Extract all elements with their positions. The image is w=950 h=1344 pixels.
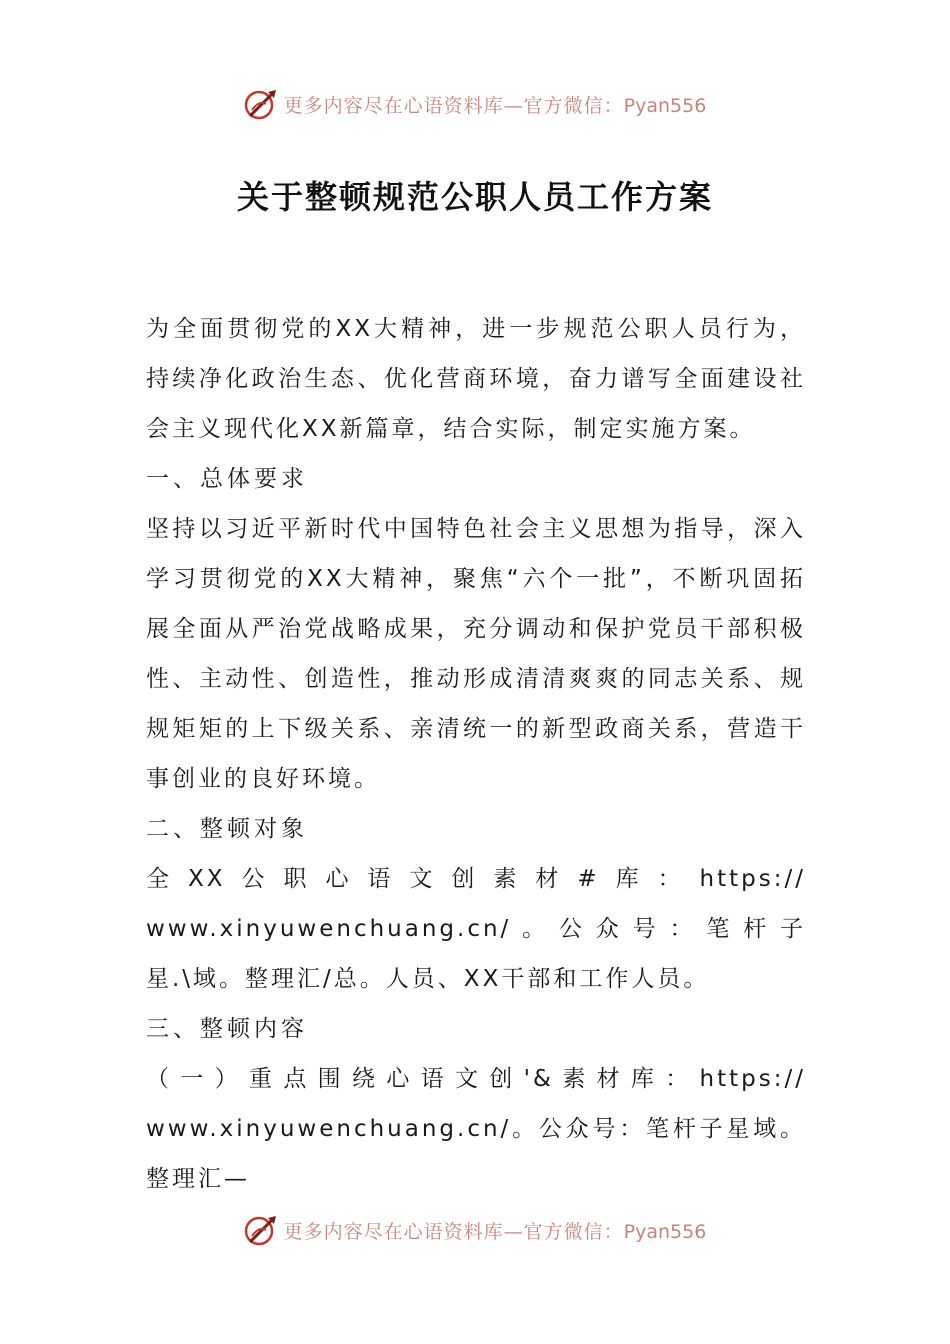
targets-paragraph-continued: www.xinyuwenchuang.cn/。公众号：笔杆子星.\域。整理汇/总。人员、XX干部和工作人员。: [146, 916, 806, 992]
content-item-1-line-1: （一）重点围绕心语文创'&素材库：https://: [146, 1066, 806, 1092]
watermark-text: 更多内容尽在心语资料库—官方微信：Pyan556: [283, 94, 707, 117]
section-heading-targets: 二、整顿对象: [146, 816, 308, 842]
section-heading-content: 三、整顿内容: [146, 1016, 308, 1042]
watermark-text: 更多内容尽在心语资料库—官方微信：Pyan556: [283, 1220, 707, 1243]
section-heading-overall-requirements: 一、总体要求: [146, 466, 308, 492]
document-title: 关于整顿规范公职人员工作方案: [236, 178, 713, 216]
pen-logo-icon: [244, 1212, 280, 1248]
intro-paragraph: 为全面贯彻党的XX大精神，进一步规范公职人员行为，持续净化政治生态、优化营商环境，奋力谱写全面建设社会主义现代化XX新篇章，结合实际，制定实施方案。: [146, 316, 806, 442]
footer-watermark-banner: [0, 1210, 950, 1250]
header-watermark-banner: [0, 84, 950, 124]
content-item-1-continued: www.xinyuwenchuang.cn/。公众号：笔杆子星域。整理汇—: [146, 1116, 806, 1192]
pen-logo-icon: [244, 86, 280, 122]
overall-requirements-paragraph: 坚持以习近平新时代中国特色社会主义思想为指导，深入学习贯彻党的XX大精神，聚焦“六个一批”，不断巩固拓展全面从严治党战略成果，充分调动和保护党员干部积极性、主动性、创造性，推动形成清清爽爽的同志关系、规规矩矩的上下级关系、亲清统一的新型政商关系，营造干事创业的良好环境。: [146, 516, 806, 792]
targets-paragraph-line-1: 全XX公职心语文创素材#库：https://: [146, 866, 806, 892]
document-body: [146, 304, 806, 1204]
